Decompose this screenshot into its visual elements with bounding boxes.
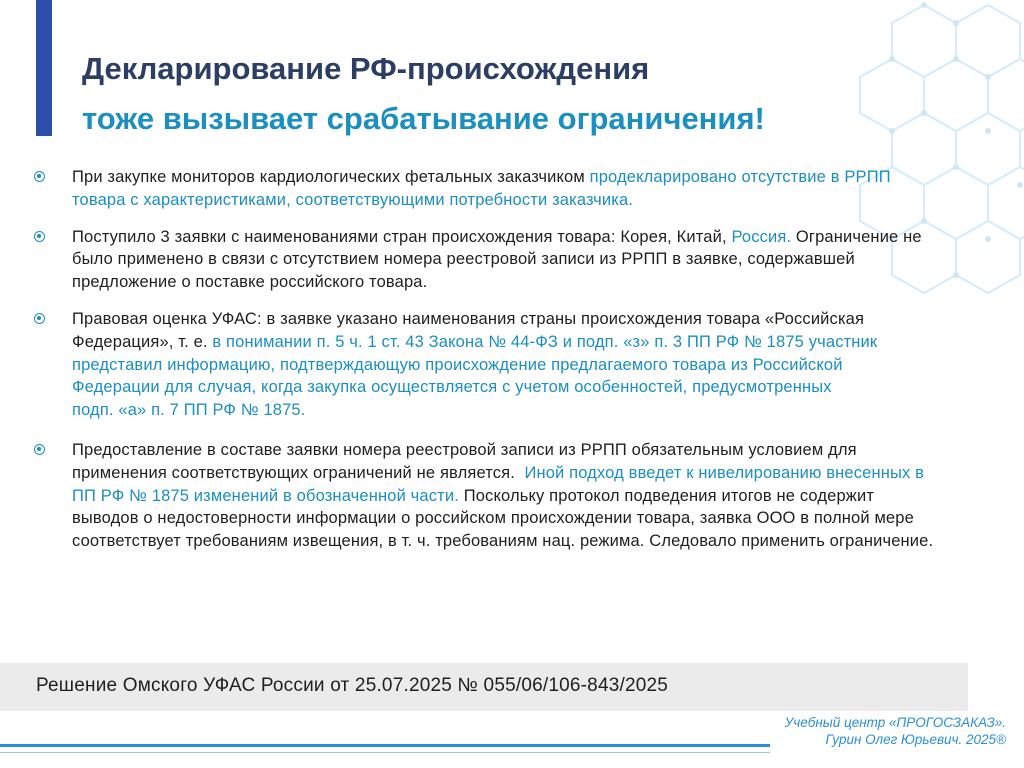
credit-author: Гурин Олег Юрьевич. 2025® — [825, 732, 1006, 747]
bullet-circle-icon — [34, 231, 45, 242]
footer-credits — [785, 714, 1006, 748]
bullet-item — [34, 308, 934, 422]
bullet-circle-icon — [34, 171, 45, 182]
bullet-text: Поскольку протокол подведения итогов не содержит выводов о недостоверности информации о российском происхождении товара, заявка ООО в полной мере соответствует требованиям извещения, в т. ч. требованиям нац. режима. Следовало применить ограничение. — [72, 486, 934, 551]
bullet-item — [34, 166, 934, 212]
bullet-text-highlight: продекларировано отсутствие в РРПП товара с характеристиками, соответствующими потребности заказчика. — [72, 168, 896, 209]
bullet-item — [34, 439, 934, 553]
bullet-list — [34, 166, 934, 553]
credit-training-center: Учебный центр «ПРОГОСЗАКАЗ». — [784, 715, 1006, 730]
decision-banner — [0, 663, 968, 711]
bullet-text: Предоставление в составе заявки номера реестровой записи из РРПП обязательным условием для применения соответствующих ограничений не является. — [72, 440, 862, 482]
page-title — [82, 44, 765, 144]
title-line-2: тоже вызывает срабатывание ограничения! — [82, 101, 765, 136]
bullet-text: При закупке мониторов кардиологических фетальных заказчиком — [72, 168, 590, 186]
bullet-text-highlight: Иной подход введет к нивелированию внесенных в ПП РФ № 1875 изменений в обозначенной части. — [72, 463, 929, 505]
footer-rule — [0, 744, 770, 747]
bullet-text: Поступило 3 заявки с наименованиями стран происхождения товара: Корея, Китай, — [72, 227, 732, 246]
bullet-text: Ограничение не было применено в связи с отсутствием номера реестровой записи из РРПП в заявке, содержавшей предложение о поставке российского товара. — [72, 227, 927, 292]
bullet-text-highlight: Россия. — [731, 227, 792, 246]
bullet-text-highlight: в понимании п. 5 ч. 1 ст. 43 Закона № 44-ФЗ и подп. «з» п. 3 ПП РФ № 1875 участник представил информацию, подтверждающую происхождение предлагаемого товара из Российской Федерации для случая, когда закупка осуществляется с учетом особенностей, предусмотренных подп. «а» п. 7 ПП РФ № 1875. — [72, 332, 878, 420]
title-line-1: Декларирование РФ-происхождения — [82, 51, 650, 86]
bullet-circle-icon — [34, 444, 45, 455]
bullet-circle-icon — [34, 313, 45, 324]
decision-reference: Решение Омского УФАС России от 25.07.2025 № 055/06/106-843/2025 — [36, 675, 669, 696]
bullet-text: Правовая оценка УФАС: в заявке указано наименования страны происхождения товара «Российская Федерация», т. е. — [72, 309, 869, 351]
bullet-item — [34, 226, 934, 294]
footer-rule-thin — [0, 752, 770, 753]
title-accent-bar — [36, 0, 52, 136]
